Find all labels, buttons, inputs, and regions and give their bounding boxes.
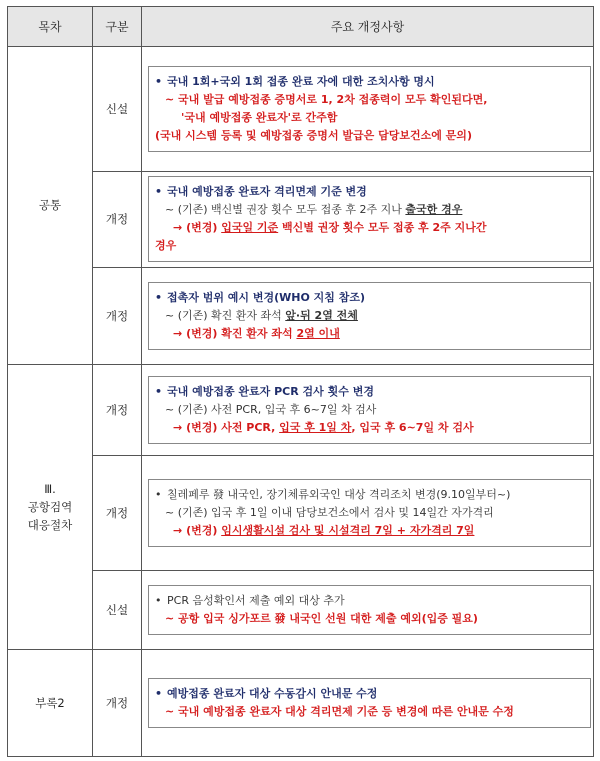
- content-box: [148, 585, 591, 635]
- old-line: ~ (기존) 입국 후 1일 이내 담당보건소에서 검사 및 14일간 자가격리: [165, 506, 494, 520]
- new-line: → (변경) 임시생활시설 검사 및 시설격리 7일 + 자가격리 7일: [173, 524, 475, 538]
- table-row: [8, 364, 594, 455]
- type-cell: 개정: [93, 650, 142, 757]
- old-line: ~ (기존) 확진 환자 좌석 앞·뒤 2열 전체: [165, 308, 358, 322]
- new-line-cont: 경우: [155, 239, 177, 253]
- type-cell: 개정: [93, 456, 142, 571]
- content-cell: [142, 364, 594, 455]
- content-box: [148, 66, 591, 152]
- type-cell: 신설: [93, 46, 142, 171]
- detail-line: ~ 국내 발급 예방접종 증명서로 1, 2차 접종력이 모두 확인된다면,: [165, 92, 488, 106]
- type-cell: 신설: [93, 570, 142, 649]
- bullet-line: • 국내 예방접종 완료자 격리면제 기준 변경: [155, 185, 367, 199]
- toc-cell-airport: Ⅲ. 공항검역 대응절차: [8, 364, 93, 650]
- detail-line: (국내 시스템 등록 및 예방접종 증명서 발급은 담당보건소에 문의): [155, 128, 472, 142]
- content-cell: [142, 570, 594, 649]
- bullet-line: • 접촉자 범위 예시 변경(WHO 지침 참조): [155, 290, 366, 304]
- content-box: [148, 176, 591, 262]
- new-line: → (변경) 입국일 기준 백신별 권장 횟수 모두 접종 후 2주 지나간: [173, 221, 487, 235]
- content-cell: [142, 171, 594, 268]
- bullet-line: • 국내 예방접종 완료자 PCR 검사 횟수 변경: [155, 384, 374, 398]
- header-toc: 목차: [8, 7, 93, 47]
- detail-line: '국내 예방접종 완료자'로 간주함: [181, 110, 338, 124]
- header-main: 주요 개정사항: [142, 7, 594, 47]
- content-box: [148, 479, 591, 547]
- table-row: [8, 456, 594, 571]
- bullet-line: • 칠레페루 發 내국인, 장기체류외국인 대상 격리조치 변경(9.10일부터~): [155, 488, 511, 502]
- content-cell: [142, 650, 594, 757]
- revision-table: [7, 6, 594, 757]
- table-row: [8, 171, 594, 268]
- type-cell: 개정: [93, 268, 142, 365]
- type-cell: 개정: [93, 364, 142, 455]
- bullet-line: • PCR 음성확인서 제출 예외 대상 추가: [155, 594, 345, 608]
- content-box: [148, 678, 591, 728]
- detail-line: ~ 공항 입국 싱가포르 發 내국인 선원 대한 제출 예외(입증 필요): [165, 612, 478, 626]
- content-cell: [142, 46, 594, 171]
- bullet-line: • 예방접종 완료자 대상 수동감시 안내문 수정: [155, 687, 378, 701]
- toc-cell-common: 공통: [8, 46, 93, 364]
- old-line: ~ (기존) 백신별 권장 횟수 모두 접종 후 2주 지나 출국한 경우: [165, 203, 463, 217]
- type-cell: 개정: [93, 171, 142, 268]
- content-cell: [142, 456, 594, 571]
- header-row: [8, 7, 594, 47]
- toc-cell-appendix: 부록2: [8, 650, 93, 757]
- header-type: 구분: [93, 7, 142, 47]
- table-row: [8, 650, 594, 757]
- table-row: [8, 570, 594, 649]
- content-box: [148, 376, 591, 444]
- detail-line: ~ 국내 예방접종 완료자 대상 격리면제 기준 등 변경에 따른 안내문 수정: [165, 705, 514, 719]
- new-line: → (변경) 사전 PCR, 입국 후 1일 차, 입국 후 6~7일 차 검사: [173, 420, 474, 434]
- old-line: ~ (기존) 사전 PCR, 입국 후 6~7일 차 검사: [165, 402, 377, 416]
- content-cell: [142, 268, 594, 365]
- table-row: [8, 46, 594, 171]
- bullet-line: • 국내 1회+국외 1회 접종 완료 자에 대한 조치사항 명시: [155, 74, 435, 88]
- table-row: [8, 268, 594, 365]
- new-line: → (변경) 확진 환자 좌석 2열 이내: [173, 326, 340, 340]
- content-box: [148, 282, 591, 350]
